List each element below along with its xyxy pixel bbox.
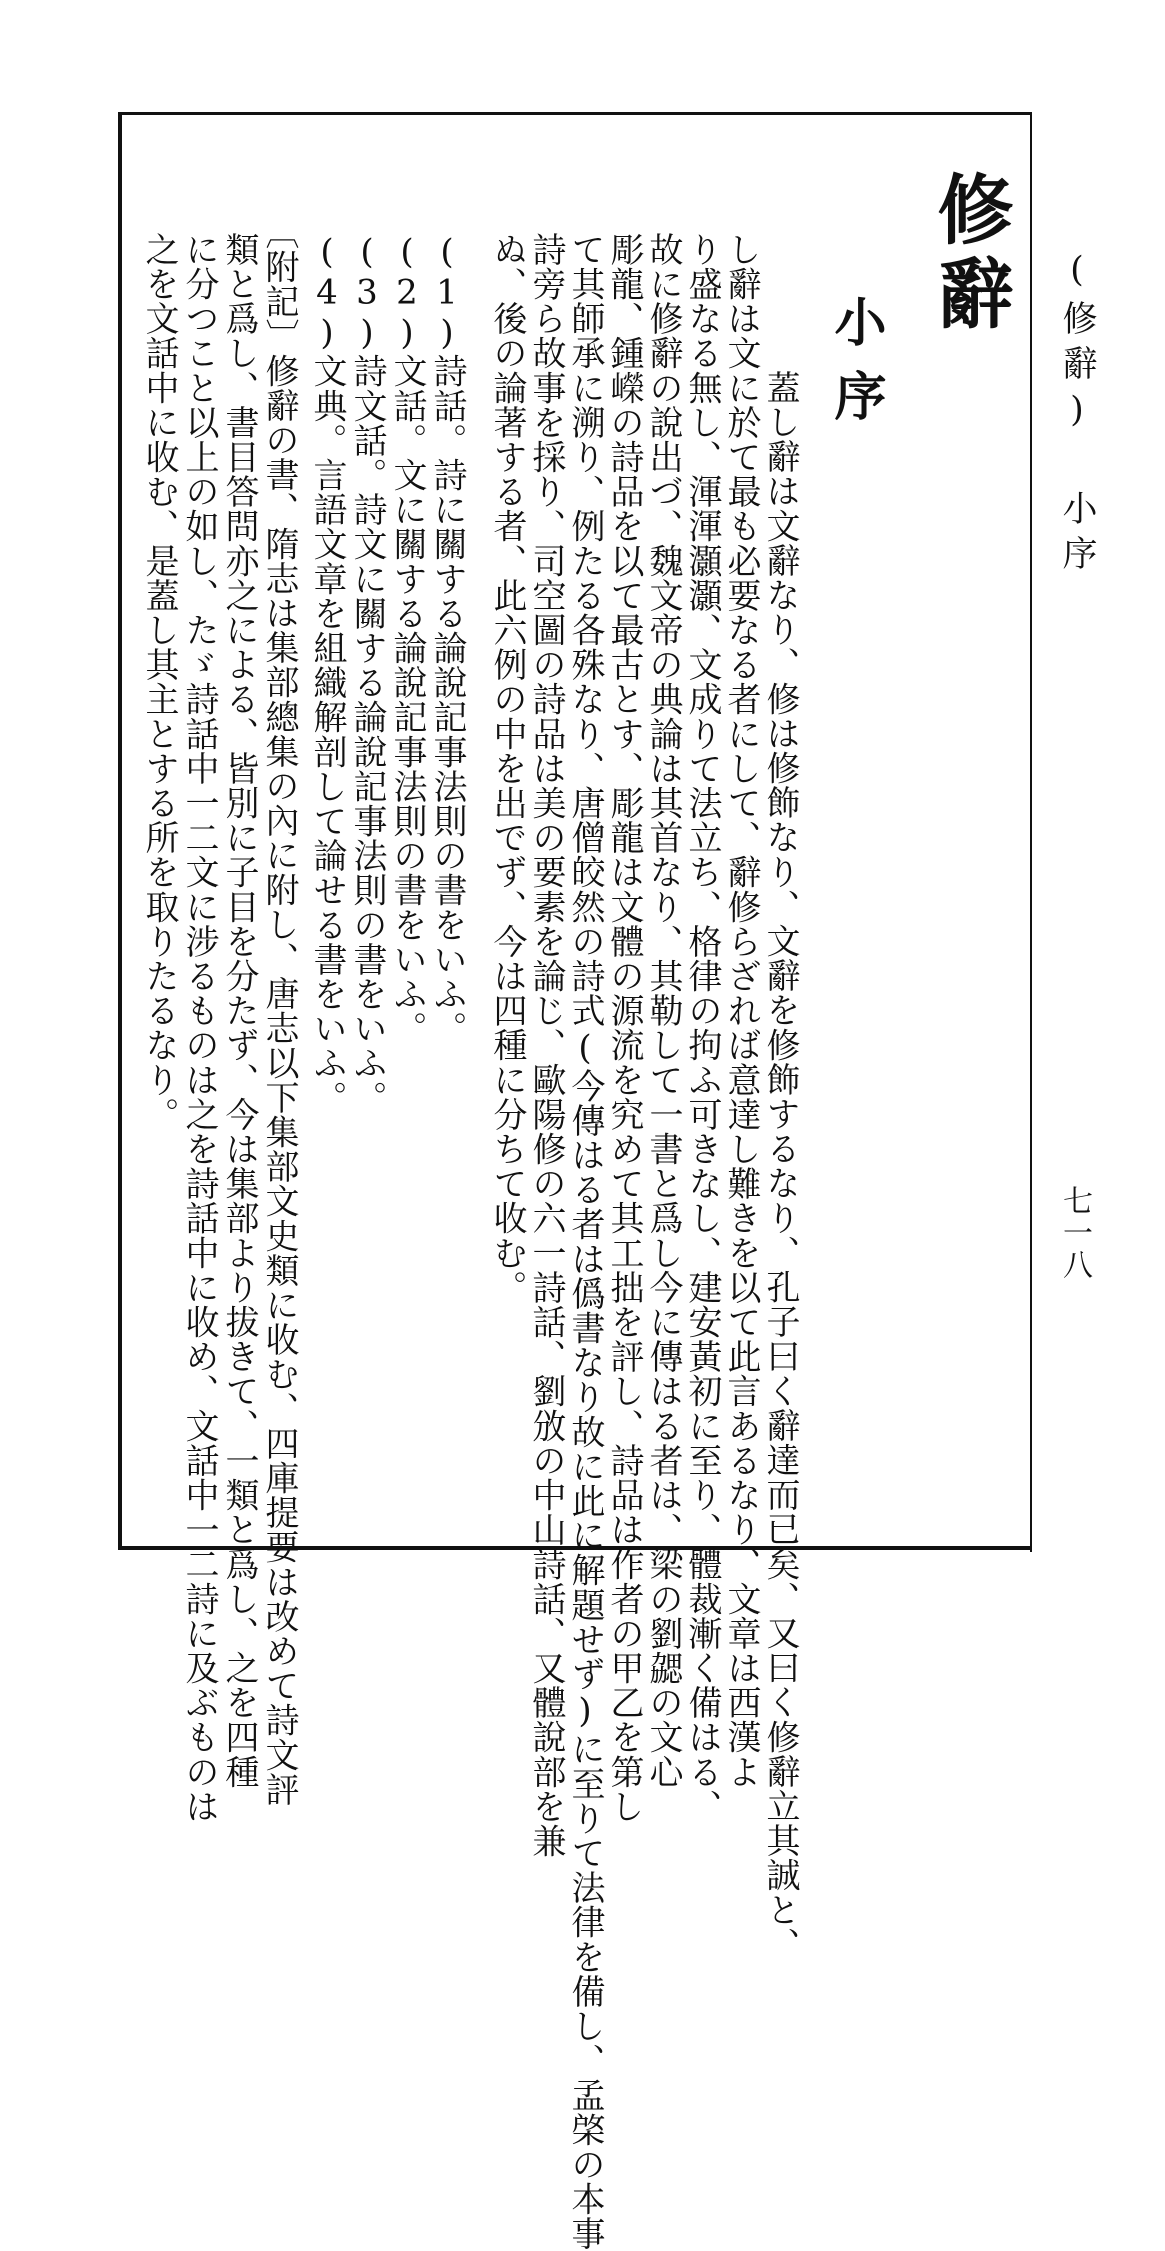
body-line: 彫龍、鍾嶸の詩品を以て最古とす、彫龍は文體の源流を究めて其工拙を評し、詩品は作者の甲乙を第し [604,232,644,1824]
page-number: 七一八 [1057,1185,1092,1281]
body-line: り盛なる無し、渾渾灝灝、文成りて法立ち、格律の拘ふ可きなし、建安黃初に至り、體裁漸く備はる、 [682,232,722,1824]
frame-right-rule [1030,112,1032,1552]
body-line: 蓋し辭は文辭なり、修は修飾なり、文辭を修飾するなり、孔子曰く辭達而已矣、又曰く修辭立其誠と、 [760,370,800,1962]
list-item: (2)文話。文に關する論說記事法則の書をいふ。 [387,232,427,1046]
body-line: 故に修辭の說出づ、魏文帝の典論は其首なり、其勒して一書と爲し今に傳はる者は、梁の劉勰の文心 [643,232,683,1789]
body-line: に分つこと以上の如し、たゞ詩話中一二文に涉るものは之を詩話中に收め、文話中一二詩に及ぶものは [179,232,219,1824]
body-line: て其師承に溯り、例たる各殊なり、唐僧皎然の詩式(今傳はる者は僞書なり故に此に解題せず)に至りて法律を備し、孟棨の本事 [565,232,605,2251]
body-line: 詩旁ら故事を採り、司空圖の詩品は美の要素を論じ、歐陽修の六一詩話、劉攽の中山詩話、又體說部を兼 [526,232,566,1859]
list-item: (4)文典。言語文章を組織解剖して論せる書をいふ。 [307,232,347,1115]
section-subtitle: 小序 [825,295,886,443]
list-item: (1)詩話。詩に關する論說記事法則の書をいふ。 [427,232,467,1046]
body-line: 之を文話中に收む、是蓋し其主とする所を取りたるなり。 [139,232,179,1132]
body-line: ぬ、後の論著する者、此六例の中を出でず、今は四種に分ちて收む。 [487,232,527,1305]
body-line: し辭は文に於て最も必要なる者にして、辭修らざれば意達し難きを以て此言あるなり、文章は西漢よ [721,232,761,1789]
section-title: 修辭 [925,170,1014,338]
list-item: (3)詩文話。詩文に關する論說記事法則の書をいふ。 [347,232,387,1115]
running-header: (修辭) 小序 [1057,250,1097,580]
body-line: 〔附記〕修辭の書、隋志は集部總集の內に附し、唐志以下集部文史類に收む、四庫提要は改めて詩文評 [259,215,299,1807]
body-line: 類と爲し、書目答問亦之による、皆別に子目を分たず、今は集部より拔きて、一類と爲し、之を四種 [219,232,259,1789]
